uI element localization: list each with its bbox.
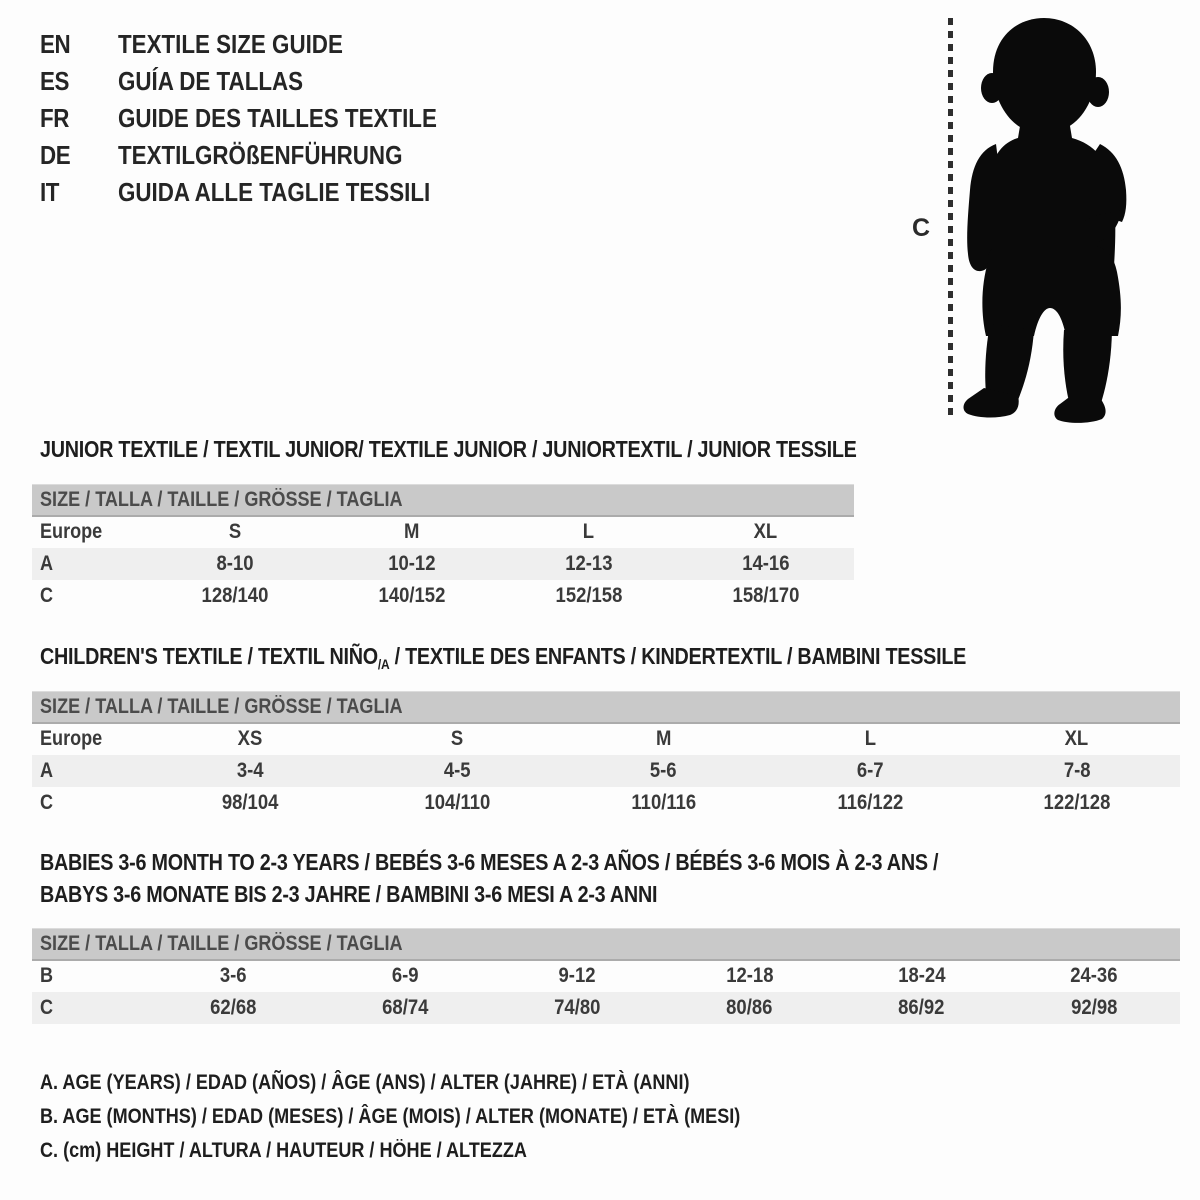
- table-cell: 8-10: [216, 551, 254, 575]
- language-title: GUIDE DES TAILLES TEXTILE: [118, 103, 437, 133]
- row-label: A: [40, 551, 54, 575]
- table-cell: 140/152: [378, 583, 446, 607]
- legend-line-c: C. (cm) HEIGHT / ALTURA / HAUTEUR / HÖHE / ALTEZZA: [40, 1139, 527, 1162]
- table-cell: S: [450, 727, 464, 750]
- table-header-row: [32, 692, 1180, 723]
- table-row-europe: [32, 516, 854, 548]
- table-cell: 10-12: [388, 551, 436, 575]
- table-cell: 14-16: [741, 551, 790, 575]
- row-label: C: [40, 583, 54, 607]
- table-row-a: [32, 548, 854, 580]
- language-row-it: [40, 174, 489, 211]
- row-label: C: [40, 790, 54, 814]
- heading-subscript: /A: [377, 656, 390, 672]
- table-cell: 9-12: [558, 964, 596, 987]
- language-code: DE: [40, 140, 71, 170]
- row-label: Europe: [40, 520, 103, 543]
- table-cell: 128/140: [201, 583, 269, 607]
- table-cell: 5-6: [650, 758, 677, 782]
- language-row-de: [40, 137, 489, 174]
- table-header-row: [32, 929, 1180, 960]
- table-cell: M: [655, 727, 672, 750]
- table-cell: 12-13: [565, 551, 613, 575]
- legend-line-a: A. AGE (YEARS) / EDAD (AÑOS) / ÂGE (ANS) / ALTER (JAHRE) / ETÀ (ANNI): [40, 1071, 690, 1094]
- table-row-c: [32, 580, 854, 612]
- junior-size-table: [32, 484, 854, 612]
- table-cell: 68/74: [382, 995, 429, 1019]
- language-code: ES: [40, 66, 69, 96]
- table-cell: 12-18: [725, 964, 774, 987]
- height-label-c: C: [912, 214, 931, 242]
- size-header-label: SIZE / TALLA / TAILLE / GRÖSSE / TAGLIA: [40, 487, 403, 511]
- table-cell: M: [404, 520, 420, 543]
- language-row-es: [40, 63, 489, 100]
- table-header-row: [32, 485, 854, 516]
- table-cell: 3-4: [236, 758, 264, 782]
- language-row-fr: [40, 100, 489, 137]
- table-cell: 62/68: [209, 995, 257, 1019]
- row-label: A: [40, 758, 54, 782]
- table-cell: S: [229, 520, 242, 543]
- language-title-list: [40, 26, 489, 211]
- size-header-label: SIZE / TALLA / TAILLE / GRÖSSE / TAGLIA: [40, 694, 403, 718]
- table-row-a: [32, 755, 1180, 787]
- table-cell: 158/170: [732, 583, 800, 607]
- row-label: C: [40, 995, 54, 1019]
- language-title: GUÍA DE TALLAS: [118, 66, 304, 96]
- table-cell: 80/86: [726, 995, 773, 1019]
- language-title: GUIDA ALLE TAGLIE TESSILI: [118, 177, 431, 207]
- table-cell: 122/128: [1043, 790, 1111, 814]
- language-row-en: [40, 26, 489, 63]
- table-row-c: [32, 992, 1180, 1024]
- table-cell: XL: [1064, 727, 1089, 750]
- table-cell: 116/122: [837, 790, 903, 814]
- table-cell: 4-5: [443, 758, 471, 782]
- table-cell: L: [583, 520, 595, 543]
- junior-section-heading: JUNIOR TEXTILE / TEXTIL JUNIOR/ TEXTILE JUNIOR / JUNIORTEXTIL / JUNIOR TESSILE: [40, 436, 857, 462]
- table-cell: 6-9: [391, 964, 419, 987]
- table-cell: 110/116: [631, 790, 696, 814]
- babies-section-heading-line1: BABIES 3-6 MONTH TO 2-3 YEARS / BEBÉS 3-6 MESES A 2-3 AÑOS / BÉBÉS 3-6 MOIS À 2-3 ANS /: [40, 849, 939, 875]
- table-row-c: [32, 787, 1180, 819]
- table-row-europe: [32, 723, 1180, 755]
- table-cell: 152/158: [555, 583, 623, 607]
- table-cell: 6-7: [856, 758, 884, 782]
- language-title: TEXTILGRÖßENFÜHRUNG: [118, 140, 403, 170]
- language-code: IT: [40, 177, 60, 207]
- row-label: Europe: [40, 727, 103, 750]
- table-cell: 24-36: [1070, 964, 1118, 987]
- table-cell: XL: [753, 520, 778, 543]
- legend: [40, 1071, 854, 1173]
- table-row-b: [32, 960, 1180, 992]
- table-cell: 7-8: [1063, 758, 1091, 782]
- table-cell: XS: [237, 727, 263, 750]
- toddler-silhouette: [960, 14, 1148, 424]
- legend-line-b: B. AGE (MONTHS) / EDAD (MESES) / ÂGE (MOIS) / ALTER (MONATE) / ETÀ (MESI): [40, 1105, 741, 1128]
- height-dashed-line: [948, 18, 953, 416]
- children-section-heading: CHILDREN'S TEXTILE / TEXTIL $NIÑO_{/A}$ / TEXTILE DES ENFANTS / KINDERTEXTIL / BAMBINI TESSILE: [40, 643, 967, 672]
- table-cell: 92/98: [1070, 995, 1118, 1019]
- table-cell: L: [864, 727, 876, 750]
- babies-size-table: [32, 928, 1180, 1024]
- children-size-table: [32, 691, 1180, 819]
- table-cell: 3-6: [219, 964, 247, 987]
- language-title: TEXTILE SIZE GUIDE: [118, 29, 343, 59]
- table-cell: 98/104: [222, 790, 279, 814]
- row-label: B: [40, 964, 54, 987]
- table-cell: 18-24: [898, 964, 946, 987]
- table-cell: 104/110: [423, 790, 490, 814]
- babies-section-heading-line2: BABYS 3-6 MONATE BIS 2-3 JAHRE / BAMBINI 3-6 MESI A 2-3 ANNI: [40, 881, 658, 907]
- language-code: FR: [40, 103, 69, 133]
- language-code: EN: [40, 29, 71, 59]
- size-header-label: SIZE / TALLA / TAILLE / GRÖSSE / TAGLIA: [40, 931, 403, 955]
- table-cell: 74/80: [554, 995, 601, 1019]
- table-cell: 86/92: [898, 995, 945, 1019]
